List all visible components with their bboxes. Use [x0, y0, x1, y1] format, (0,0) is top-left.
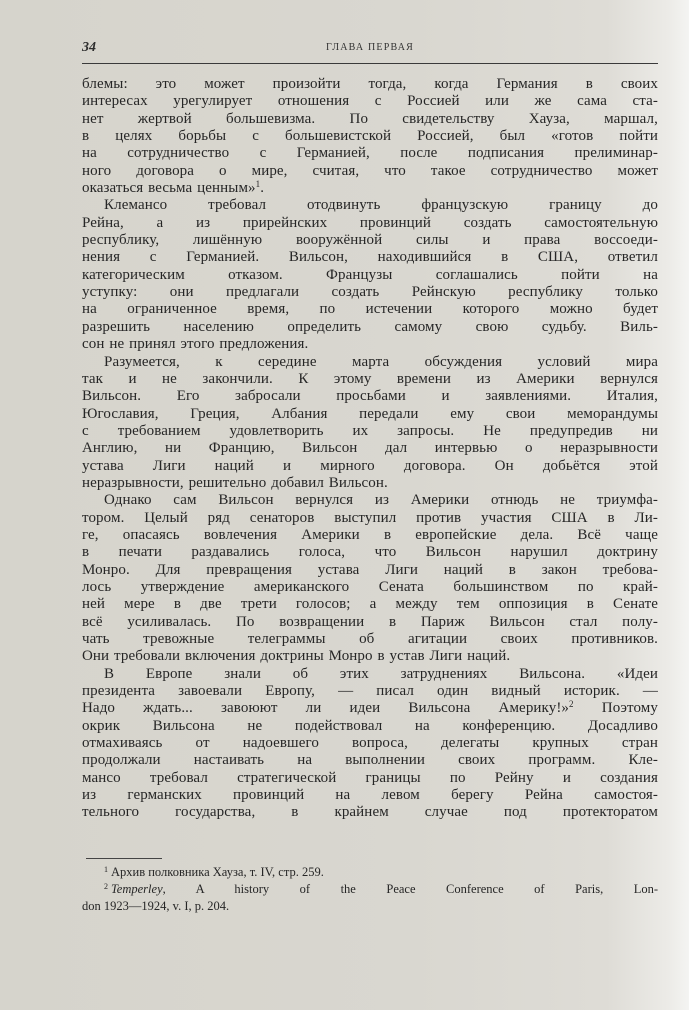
text-line: [82, 787, 658, 804]
text-line: [82, 336, 658, 353]
page-number: 34: [82, 40, 96, 55]
line-text: окрик Вильсона не подействовал на конференцию. Досадливо: [82, 717, 658, 734]
text-line: [82, 93, 658, 110]
line-text: Югославия, Греция, Албания передали ему свои меморандумы: [82, 405, 658, 422]
line-text: Рейна, а из прирейнских провинций создать самостоятельную: [82, 214, 658, 231]
line-text: тельного государства, в крайнем случае под протекторатом: [82, 804, 658, 821]
text-line: [82, 475, 658, 492]
line-text: нения с Германией. Вильсон, находившийся в США, ответил: [82, 249, 658, 266]
line-text: блемы: это может произойти тогда, когда Германия в своих: [82, 76, 658, 92]
line-text: президента завоевали Европу, — писал один видный историк. —: [82, 683, 658, 700]
text-line: [82, 371, 658, 388]
line-text: всё усиливалась. По возвращении в Париж Вильсон стал полу-: [82, 613, 658, 630]
footnote-marker: 1: [104, 865, 108, 874]
line-text: из германских провинций на левом берегу Рейна самостоя-: [82, 787, 658, 804]
footnote-ref: 2: [569, 699, 574, 710]
line-text: Разумеется, к середине марта обсуждения условий мира: [104, 353, 658, 370]
text-line: [82, 284, 658, 301]
line-text: продолжали настаивать на выполнении своих программ. Кле-: [82, 752, 658, 769]
line-text: на ограниченное время, по истечении которого можно будет: [82, 301, 658, 318]
line-text: в печати раздавались голоса, что Вильсон нарушил доктрину: [82, 544, 658, 561]
line-text: разрешить населению определить самому свою судьбу. Виль-: [82, 318, 658, 335]
text-line: [82, 440, 658, 457]
book-page: [82, 36, 658, 913]
line-suffix: Поэтому: [573, 700, 658, 717]
text-line: [82, 648, 658, 665]
line-suffix: .: [260, 180, 265, 197]
line-text: сон не принял этого предложения.: [82, 336, 309, 353]
line-text: Они требовали включения доктрины Монро в устав Лиги наций.: [82, 648, 511, 665]
text-line: [82, 804, 658, 821]
line-text: так и не закончили. К этому времени из Америки вернулся: [82, 370, 658, 387]
line-text: оказаться весьма ценным»: [82, 180, 256, 197]
text-line: [82, 301, 658, 318]
footnote-ref: 1: [255, 179, 261, 190]
text-line: [82, 319, 658, 336]
line-text: Монро. Для превращения устава Лиги наций в закон требова-: [82, 561, 658, 578]
line-text: Вильсон. Его забросали просьбами и заявлениями. Италия,: [82, 388, 658, 405]
page-header: [82, 36, 658, 62]
line-text: в целях борьбы с большевистской Россией, был «готов пойти: [82, 128, 658, 145]
text-line: [82, 544, 658, 561]
line-text: Однако сам Вильсон вернулся из Америки отнюдь не триумфа-: [104, 492, 658, 509]
text-line: [82, 215, 658, 232]
footnote-1: [82, 864, 658, 881]
line-text: чать тревожные телеграммы об агитации своих противников.: [82, 631, 658, 647]
text-line: [82, 267, 658, 284]
text-line: [82, 700, 658, 717]
line-text: устава Лиги наций и мирного договора. Он добьётся этой: [82, 457, 658, 474]
line-text: мансо требовал стратегической границы по Рейну и создания: [82, 769, 658, 786]
text-line: [82, 718, 658, 735]
text-line: [82, 752, 658, 769]
text-line: [82, 527, 658, 544]
text-line: [82, 614, 658, 631]
text-line: [82, 354, 658, 371]
text-line: [82, 180, 658, 197]
text-line: [82, 770, 658, 787]
text-line: [82, 76, 658, 93]
line-text: с требованием удовлетворить их запросы. Не предупредив ни: [82, 422, 658, 439]
footnote-text: , A history of the Peace Conference of Paris, Lon-: [162, 882, 658, 896]
footnote-2: [82, 881, 658, 898]
text-line: [82, 458, 658, 475]
line-text: Клемансо требовал отодвинуть французскую границу до: [104, 197, 658, 214]
footnote-rule: [86, 858, 162, 859]
text-line: [82, 666, 658, 683]
line-text: отмахиваясь от надоевшего вопроса, делегаты крупных стран: [82, 735, 658, 752]
text-line: [82, 735, 658, 752]
line-text: Англию, ни Францию, Вильсон дал интервью о неразрывности: [82, 440, 658, 457]
line-text: ного договора о мире, считая, что такое сотрудничество может: [82, 162, 658, 179]
line-text: на сотрудничество с Германией, после подписания прелиминар-: [82, 145, 658, 162]
text-line: [82, 128, 658, 145]
footnote-author: Temperley: [111, 882, 163, 896]
line-text: уступку: они предлагали создать Рейнскую республику только: [82, 284, 658, 301]
line-text: ней мере в две трети голосов; а между тем оппозиция в Сенате: [82, 596, 658, 613]
line-text: Надо ждать... завоюют ли идеи Вильсона Америку!»: [82, 700, 570, 717]
text-line: [82, 163, 658, 180]
text-line: [82, 562, 658, 579]
line-text: неразрывности, решительно добавил Вильсон.: [82, 474, 388, 491]
text-line: [82, 145, 658, 162]
text-line: [82, 406, 658, 423]
text-line: [82, 249, 658, 266]
text-line: [82, 111, 658, 128]
line-text: нет жертвой большевизма. По свидетельству Хауза, маршал,: [82, 110, 658, 127]
line-text: тором. Целый ряд сенаторов выступил против участия США в Ли-: [82, 509, 658, 526]
line-text: категорическим отказом. Французы соглашались пойти на: [82, 266, 658, 283]
footnote-text: Архив полковника Хауза, т. IV, стр. 259.: [111, 865, 324, 879]
text-line: [82, 423, 658, 440]
text-line: [82, 492, 658, 509]
text-line: [82, 197, 658, 214]
line-text: лось утверждение американского Сената большинством по край-: [82, 578, 658, 595]
line-text: ге, опасаясь вовлечения Америки в европейские дела. Всё чаще: [82, 526, 658, 543]
line-text: В Европе знали об этих затруднениях Вильсона. «Идеи: [104, 665, 658, 682]
running-title: ГЛАВА ПЕРВАЯ: [325, 42, 415, 53]
text-line: [82, 232, 658, 249]
line-text: интересах урегулирует отношения с Россией или же сама ста-: [82, 93, 658, 110]
footnote-marker: 2: [104, 882, 108, 891]
text-line: [82, 596, 658, 613]
text-line: [82, 510, 658, 527]
body-text: [82, 76, 658, 822]
header-rule: [82, 63, 658, 64]
text-line: [82, 388, 658, 405]
line-text: республику, лишённую вооружённой силы и права воссоеди-: [82, 232, 658, 249]
footnote-2-continuation: don 1923—1924, v. I, p. 204.: [82, 899, 230, 913]
text-line: [82, 579, 658, 596]
text-line: [82, 631, 658, 648]
text-line: [82, 683, 658, 700]
footnotes: [82, 864, 658, 915]
